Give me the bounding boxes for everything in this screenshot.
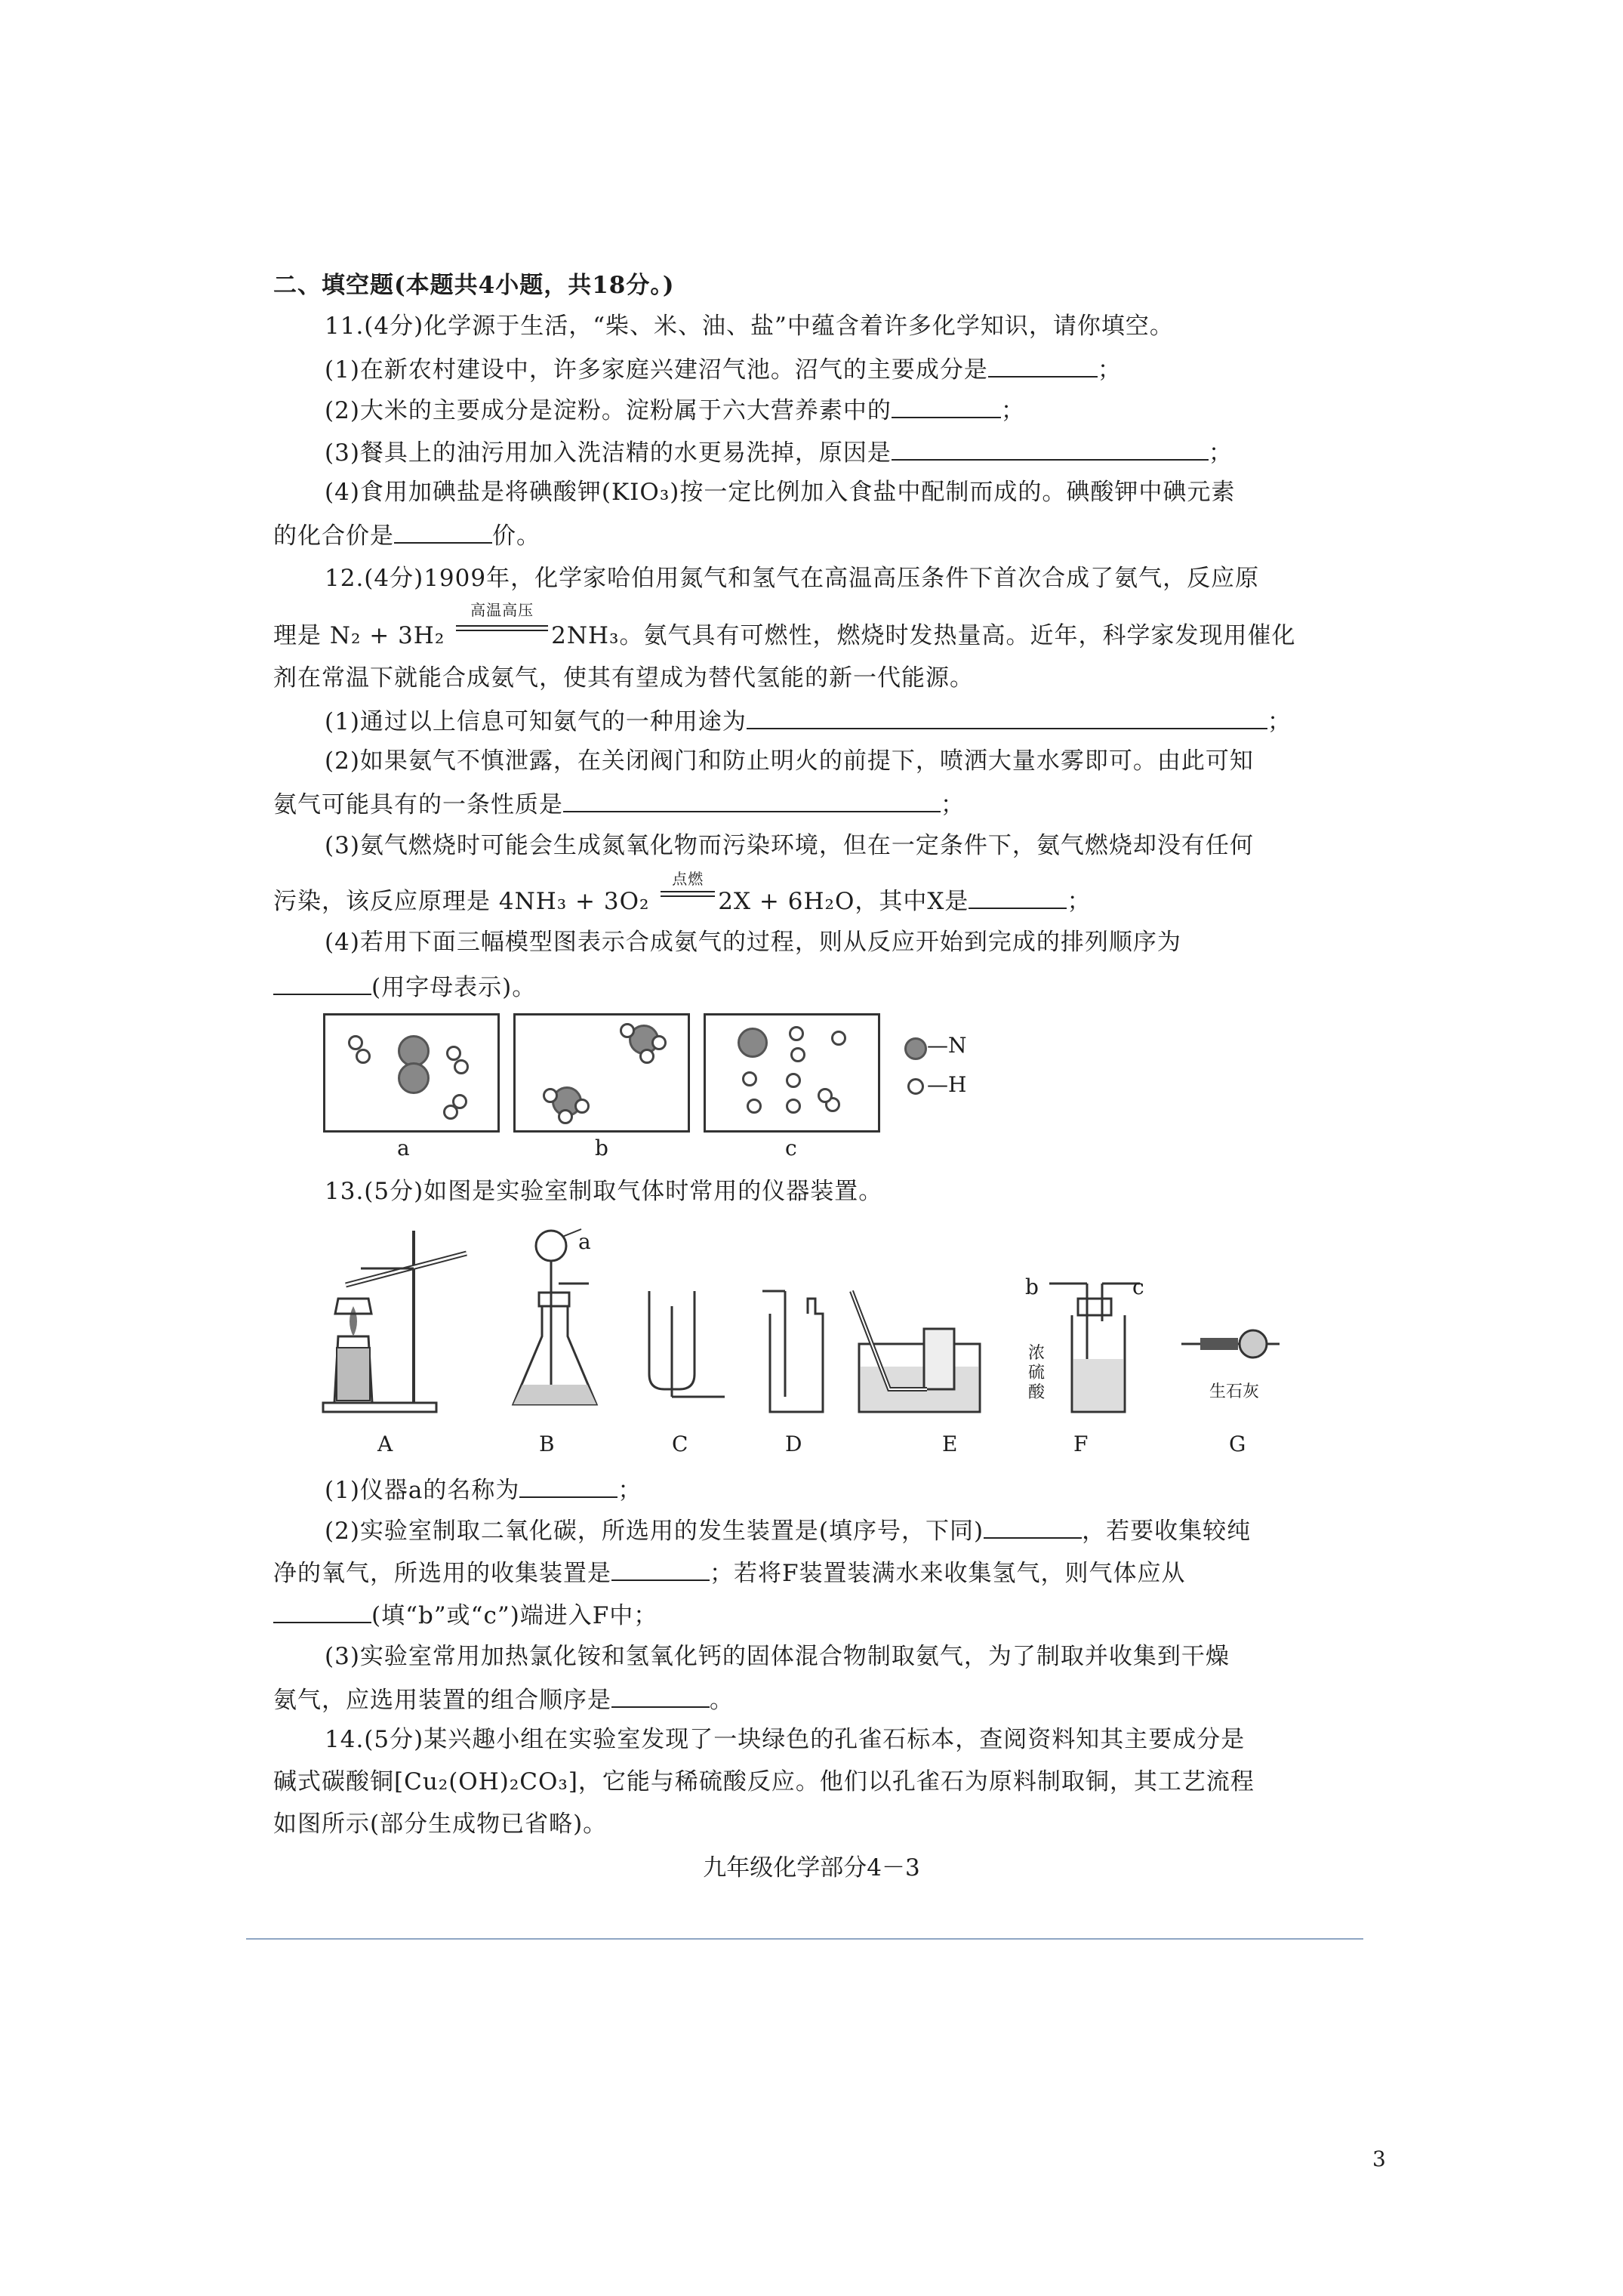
section-title: 二、填空题(本题共4小题，共18分。) xyxy=(273,272,675,299)
answer-blank[interactable] xyxy=(519,1474,617,1498)
legend-h-atom xyxy=(907,1078,924,1095)
answer-blank[interactable] xyxy=(892,436,1209,461)
answer-blank[interactable] xyxy=(394,519,492,544)
h-atom xyxy=(620,1023,635,1038)
label-a: a xyxy=(578,1229,591,1254)
g-label: 生石灰 xyxy=(1209,1382,1260,1401)
h-atom xyxy=(543,1088,558,1103)
reaction-condition: 点燃 xyxy=(672,870,704,888)
answer-blank[interactable] xyxy=(563,788,941,812)
h-atom xyxy=(831,1031,846,1046)
apparatus-label-f: F xyxy=(1073,1432,1089,1456)
q12-part4b: (用字母表示)。 xyxy=(273,971,536,1003)
answer-blank[interactable] xyxy=(969,885,1067,909)
legend-h: —H xyxy=(927,1072,967,1097)
q12-part1: (1)通过以上信息可知氨气的一种用途为 ； xyxy=(325,705,1292,737)
h-atom xyxy=(446,1046,461,1061)
q13-part2c: (填“b”或“c”)端进入F中； xyxy=(273,1599,658,1631)
n-atom xyxy=(738,1028,768,1058)
q12-part3a: (3)氨气燃烧时可能会生成氮氧化物而污染环境，但在一定条件下，氨气燃烧却没有任何 xyxy=(325,832,1254,859)
apparatus-label-g: G xyxy=(1229,1432,1246,1456)
h-atom xyxy=(747,1099,762,1114)
h-atom xyxy=(454,1059,469,1074)
answer-blank[interactable] xyxy=(984,1515,1082,1539)
q14-stem-1: 14.(5分)某兴趣小组在实验室发现了一块绿色的孔雀石标本，查阅资料知其主要成分是 xyxy=(325,1726,1246,1753)
legend-n: —N xyxy=(927,1033,967,1058)
answer-blank[interactable] xyxy=(273,1599,371,1623)
model-box-c xyxy=(704,1013,880,1133)
h-atom xyxy=(818,1088,833,1103)
answer-blank[interactable] xyxy=(611,1557,710,1581)
q12-stem-2: 理是 N₂ + 3H₂ 高温高压 2NH₃。氨气具有可燃性，燃烧时发热量高。近年，科学家发现用催化 xyxy=(273,621,1295,651)
q11-part4b: 的化合价是 价。 xyxy=(273,519,540,551)
answer-blank[interactable] xyxy=(892,394,1001,418)
apparatus-label-e: E xyxy=(942,1432,958,1456)
model-box-b xyxy=(513,1013,690,1133)
q11-part1: (1)在新农村建设中，许多家庭兴建沼气池。沼气的主要成分是 ； xyxy=(325,353,1122,385)
q11-stem: 11.(4分)化学源于生活，“柴、米、油、盐”中蕴含着许多化学知识，请你填空。 xyxy=(325,313,1174,340)
h-atom xyxy=(651,1035,667,1050)
apparatus-label-b: B xyxy=(539,1432,555,1456)
h-atom xyxy=(790,1047,805,1062)
q13-part2b: 净的氧气，所选用的收集装置是 ；若将F装置装满水来收集氢气，则气体应从 xyxy=(273,1557,1186,1589)
q11-part2: (2)大米的主要成分是淀粉。淀粉属于六大营养素中的 ； xyxy=(325,394,1025,426)
answer-blank[interactable] xyxy=(611,1684,710,1708)
n-atom xyxy=(398,1062,430,1094)
h-atom xyxy=(574,1099,590,1114)
answer-blank[interactable] xyxy=(747,705,1267,729)
apparatus-label-a: A xyxy=(377,1432,393,1456)
h-atom xyxy=(786,1073,801,1088)
apparatus-g xyxy=(1178,1321,1283,1367)
apparatus-c xyxy=(642,1284,732,1419)
apparatus-d xyxy=(755,1284,830,1419)
reaction-condition: 高温高压 xyxy=(470,601,534,619)
model-label-c: c xyxy=(785,1136,797,1160)
h-atom xyxy=(639,1049,654,1064)
apparatus-label-d: D xyxy=(785,1432,802,1456)
h-atom xyxy=(348,1035,363,1050)
model-label-a: a xyxy=(397,1136,410,1160)
model-box-a xyxy=(323,1013,500,1133)
q13-part3a: (3)实验室常用加热氯化铵和氢氧化钙的固体混合物制取氨气，为了制取并收集到干燥 xyxy=(325,1643,1230,1670)
page-number: 3 xyxy=(1372,2147,1386,2171)
q11-part4a: (4)食用加碘盐是将碘酸钾(KIO₃)按一定比例加入食盐中配制而成的。碘酸钾中碘元素 xyxy=(325,479,1236,506)
legend-n-atom xyxy=(904,1037,927,1060)
q13-part2a: (2)实验室制取二氧化碳，所选用的发生装置是(填序号，下同) ，若要收集较纯 xyxy=(325,1515,1251,1546)
model-label-b: b xyxy=(595,1136,608,1160)
q13-part3b: 氨气，应选用装置的组合顺序是 。 xyxy=(273,1684,734,1715)
apparatus-label-c: C xyxy=(672,1432,688,1456)
h-atom xyxy=(356,1049,371,1064)
h-atom xyxy=(786,1099,801,1114)
page-footer: 九年级化学部分4－3 xyxy=(703,1854,920,1881)
apparatus-b xyxy=(506,1223,627,1419)
answer-blank[interactable] xyxy=(273,971,371,995)
h-atom xyxy=(452,1094,467,1109)
q14-stem-3: 如图所示(部分生成物已省略)。 xyxy=(273,1811,608,1838)
q11-part3: (3)餐具上的油污用加入洗洁精的水更易洗掉，原因是 ； xyxy=(325,436,1233,468)
divider xyxy=(246,1938,1363,1940)
q12-part2b: 氨气可能具有的一条性质是 ； xyxy=(273,788,965,820)
h-atom xyxy=(742,1071,757,1086)
apparatus-a xyxy=(316,1223,482,1419)
q13-stem: 13.(5分)如图是实验室制取气体时常用的仪器装置。 xyxy=(325,1178,883,1205)
q12-stem-1: 12.(4分)1909年，化学家哈伯用氮气和氢气在高温高压条件下首次合成了氨气，反应原 xyxy=(325,565,1260,592)
q12-part3b: 污染，该反应原理是 4NH₃ + 3O₂ 点燃 2X + 6H₂O，其中X是 ； xyxy=(273,885,1091,917)
h-atom xyxy=(789,1026,804,1041)
q13-part1: (1)仪器a的名称为 ； xyxy=(325,1474,642,1505)
q14-stem-2: 碱式碳酸铜[Cu₂(OH)₂CO₃]，它能与稀硫酸反应。他们以孔雀石为原料制取铜，其工艺流程 xyxy=(273,1768,1255,1795)
q12-part4a: (4)若用下面三幅模型图表示合成氨气的过程，则从反应开始到完成的排列顺序为 xyxy=(325,929,1181,956)
answer-blank[interactable] xyxy=(988,353,1098,378)
label-b: b xyxy=(1025,1274,1039,1299)
apparatus-e xyxy=(844,1276,987,1419)
label-c: c xyxy=(1132,1274,1144,1299)
q12-stem-3: 剂在常温下就能合成氨气，使其有望成为替代氢能的新一代能源。 xyxy=(273,664,974,692)
h-atom xyxy=(558,1109,573,1124)
f-liquid-label: 浓 硫 酸 xyxy=(1028,1344,1046,1402)
q12-part2a: (2)如果氨气不慎泄露，在关闭阀门和防止明火的前提下，喷洒大量水雾即可。由此可知 xyxy=(325,747,1254,775)
